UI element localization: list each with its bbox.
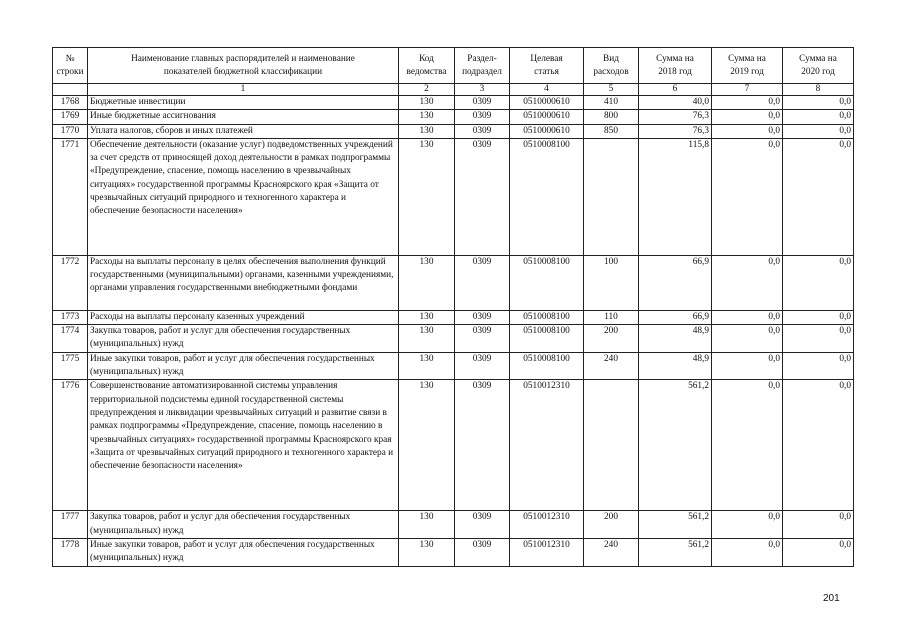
table-row [53, 96, 854, 110]
row-number: 1770 [53, 124, 88, 138]
target-item: 0510000610 [510, 110, 584, 124]
header-row [53, 48, 854, 84]
sum-2020: 0,0 [783, 352, 854, 380]
sum-2019: 0,0 [712, 325, 783, 353]
sum-2019: 0,0 [712, 255, 783, 310]
sum-2018: 76,3 [639, 110, 712, 124]
column-number: 6 [639, 84, 712, 96]
sum-2019: 0,0 [712, 110, 783, 124]
table-row [53, 511, 854, 539]
header-name: Наименование главных распорядителей и наименование показателей бюджетной классификации [88, 48, 399, 84]
sum-2020: 0,0 [783, 138, 854, 255]
row-number: 1771 [53, 138, 88, 255]
sum-2019: 0,0 [712, 310, 783, 324]
section-code: 0309 [455, 380, 510, 511]
column-number: 8 [783, 84, 854, 96]
header-row-number: № строки [53, 48, 88, 84]
table-row [53, 124, 854, 138]
target-item: 0510012310 [510, 538, 584, 566]
row-name: Обеспечение деятельности (оказание услуг) подведомственных учреждений за счет средств от приносящей доход деятельности в рамках подпрограммы «Предупреждение, спасение, помощь населению в чрезвычайных ситуациях» государственной программы Красноярского края «Защита от чрезвычайных ситуаций природного и техногенного характера и обеспечение безопасности населения» [88, 138, 399, 255]
column-number: 1 [88, 84, 399, 96]
row-name: Иные закупки товаров, работ и услуг для обеспечения государственных (муниципальных) нужд [88, 538, 399, 566]
section-code: 0309 [455, 511, 510, 539]
sum-2020: 0,0 [783, 380, 854, 511]
department-code: 130 [399, 325, 455, 353]
expense-type: 410 [584, 96, 639, 110]
table-row [53, 325, 854, 353]
sum-2019: 0,0 [712, 138, 783, 255]
column-number: 4 [510, 84, 584, 96]
target-item: 0510008100 [510, 310, 584, 324]
target-item: 0510012310 [510, 511, 584, 539]
row-number: 1778 [53, 538, 88, 566]
row-name: Расходы на выплаты персоналу казенных учреждений [88, 310, 399, 324]
target-item: 0510000610 [510, 124, 584, 138]
column-number: 7 [712, 84, 783, 96]
section-code: 0309 [455, 325, 510, 353]
row-name: Закупка товаров, работ и услуг для обеспечения государственных (муниципальных) нужд [88, 511, 399, 539]
row-name: Закупка товаров, работ и услуг для обеспечения государственных (муниципальных) нужд [88, 325, 399, 353]
header-department-code: Код ведомства [399, 48, 455, 84]
header-sum-2019: Сумма на 2019 год [712, 48, 783, 84]
column-number-row [53, 84, 854, 96]
expense-type: 800 [584, 110, 639, 124]
row-number: 1774 [53, 325, 88, 353]
sum-2018: 40,0 [639, 96, 712, 110]
sum-2019: 0,0 [712, 124, 783, 138]
sum-2018: 48,9 [639, 325, 712, 353]
header-expense-type: Вид расходов [584, 48, 639, 84]
sum-2018: 76,3 [639, 124, 712, 138]
row-number: 1777 [53, 511, 88, 539]
sum-2019: 0,0 [712, 511, 783, 539]
expense-type: 850 [584, 124, 639, 138]
sum-2019: 0,0 [712, 96, 783, 110]
section-code: 0309 [455, 96, 510, 110]
row-number: 1769 [53, 110, 88, 124]
section-code: 0309 [455, 255, 510, 310]
section-code: 0309 [455, 538, 510, 566]
sum-2018: 561,2 [639, 380, 712, 511]
header-sum-2020: Сумма на 2020 год [783, 48, 854, 84]
column-number: 3 [455, 84, 510, 96]
table-row [53, 310, 854, 324]
sum-2018: 561,2 [639, 538, 712, 566]
sum-2018: 66,9 [639, 255, 712, 310]
row-name: Расходы на выплаты персоналу в целях обеспечения выполнения функций государственными (муниципальными) органами, казенными учреждениями, органами управления государственными внебюджетными фондами [88, 255, 399, 310]
budget-table [52, 47, 854, 567]
target-item: 0510008100 [510, 255, 584, 310]
row-number: 1775 [53, 352, 88, 380]
row-name: Бюджетные инвестиции [88, 96, 399, 110]
header-section: Раздел- подраздел [455, 48, 510, 84]
sum-2019: 0,0 [712, 352, 783, 380]
sum-2018: 66,9 [639, 310, 712, 324]
sum-2018: 115,8 [639, 138, 712, 255]
target-item: 0510012310 [510, 380, 584, 511]
department-code: 130 [399, 352, 455, 380]
sum-2020: 0,0 [783, 110, 854, 124]
section-code: 0309 [455, 124, 510, 138]
expense-type: 240 [584, 538, 639, 566]
target-item: 0510008100 [510, 138, 584, 255]
sum-2020: 0,0 [783, 325, 854, 353]
row-name: Иные закупки товаров, работ и услуг для обеспечения государственных (муниципальных) нужд [88, 352, 399, 380]
row-name: Совершенствование автоматизированной системы управления территориальной подсистемы единой государственной системы предупреждения и ликвидации чрезвычайных ситуаций и развитие связи в рамках подпрограммы «Предупреждение, спасение, помощь населению в чрезвычайных ситуациях» государственной программы Красноярского края «Защита от чрезвычайных ситуаций природного и техногенного характера и обеспечение безопасности населения» [88, 380, 399, 511]
header-sum-2018: Сумма на 2018 год [639, 48, 712, 84]
department-code: 130 [399, 124, 455, 138]
sum-2020: 0,0 [783, 96, 854, 110]
column-number: 2 [399, 84, 455, 96]
expense-type [584, 380, 639, 511]
expense-type: 200 [584, 511, 639, 539]
department-code: 130 [399, 380, 455, 511]
sum-2018: 48,9 [639, 352, 712, 380]
expense-type [584, 138, 639, 255]
target-item: 0510000610 [510, 96, 584, 110]
row-number: 1773 [53, 310, 88, 324]
department-code: 130 [399, 110, 455, 124]
sum-2020: 0,0 [783, 124, 854, 138]
section-code: 0309 [455, 138, 510, 255]
expense-type: 200 [584, 325, 639, 353]
table-row [53, 352, 854, 380]
sum-2019: 0,0 [712, 380, 783, 511]
sum-2020: 0,0 [783, 255, 854, 310]
row-number: 1776 [53, 380, 88, 511]
section-code: 0309 [455, 110, 510, 124]
department-code: 130 [399, 138, 455, 255]
section-code: 0309 [455, 310, 510, 324]
column-number: 5 [584, 84, 639, 96]
sum-2020: 0,0 [783, 310, 854, 324]
table-row [53, 255, 854, 310]
table-row [53, 138, 854, 255]
row-name: Иные бюджетные ассигнования [88, 110, 399, 124]
header-target-item: Целевая статья [510, 48, 584, 84]
row-number: 1768 [53, 96, 88, 110]
expense-type: 100 [584, 255, 639, 310]
sum-2019: 0,0 [712, 538, 783, 566]
sum-2018: 561,2 [639, 511, 712, 539]
sum-2020: 0,0 [783, 511, 854, 539]
page-number: 201 [823, 593, 840, 604]
table-row [53, 538, 854, 566]
department-code: 130 [399, 538, 455, 566]
row-name: Уплата налогов, сборов и иных платежей [88, 124, 399, 138]
sum-2020: 0,0 [783, 538, 854, 566]
section-code: 0309 [455, 352, 510, 380]
department-code: 130 [399, 310, 455, 324]
expense-type: 240 [584, 352, 639, 380]
department-code: 130 [399, 511, 455, 539]
table-row [53, 110, 854, 124]
department-code: 130 [399, 255, 455, 310]
expense-type: 110 [584, 310, 639, 324]
department-code: 130 [399, 96, 455, 110]
row-number: 1772 [53, 255, 88, 310]
table-row [53, 380, 854, 511]
target-item: 0510008100 [510, 325, 584, 353]
column-number [53, 84, 88, 96]
target-item: 0510008100 [510, 352, 584, 380]
